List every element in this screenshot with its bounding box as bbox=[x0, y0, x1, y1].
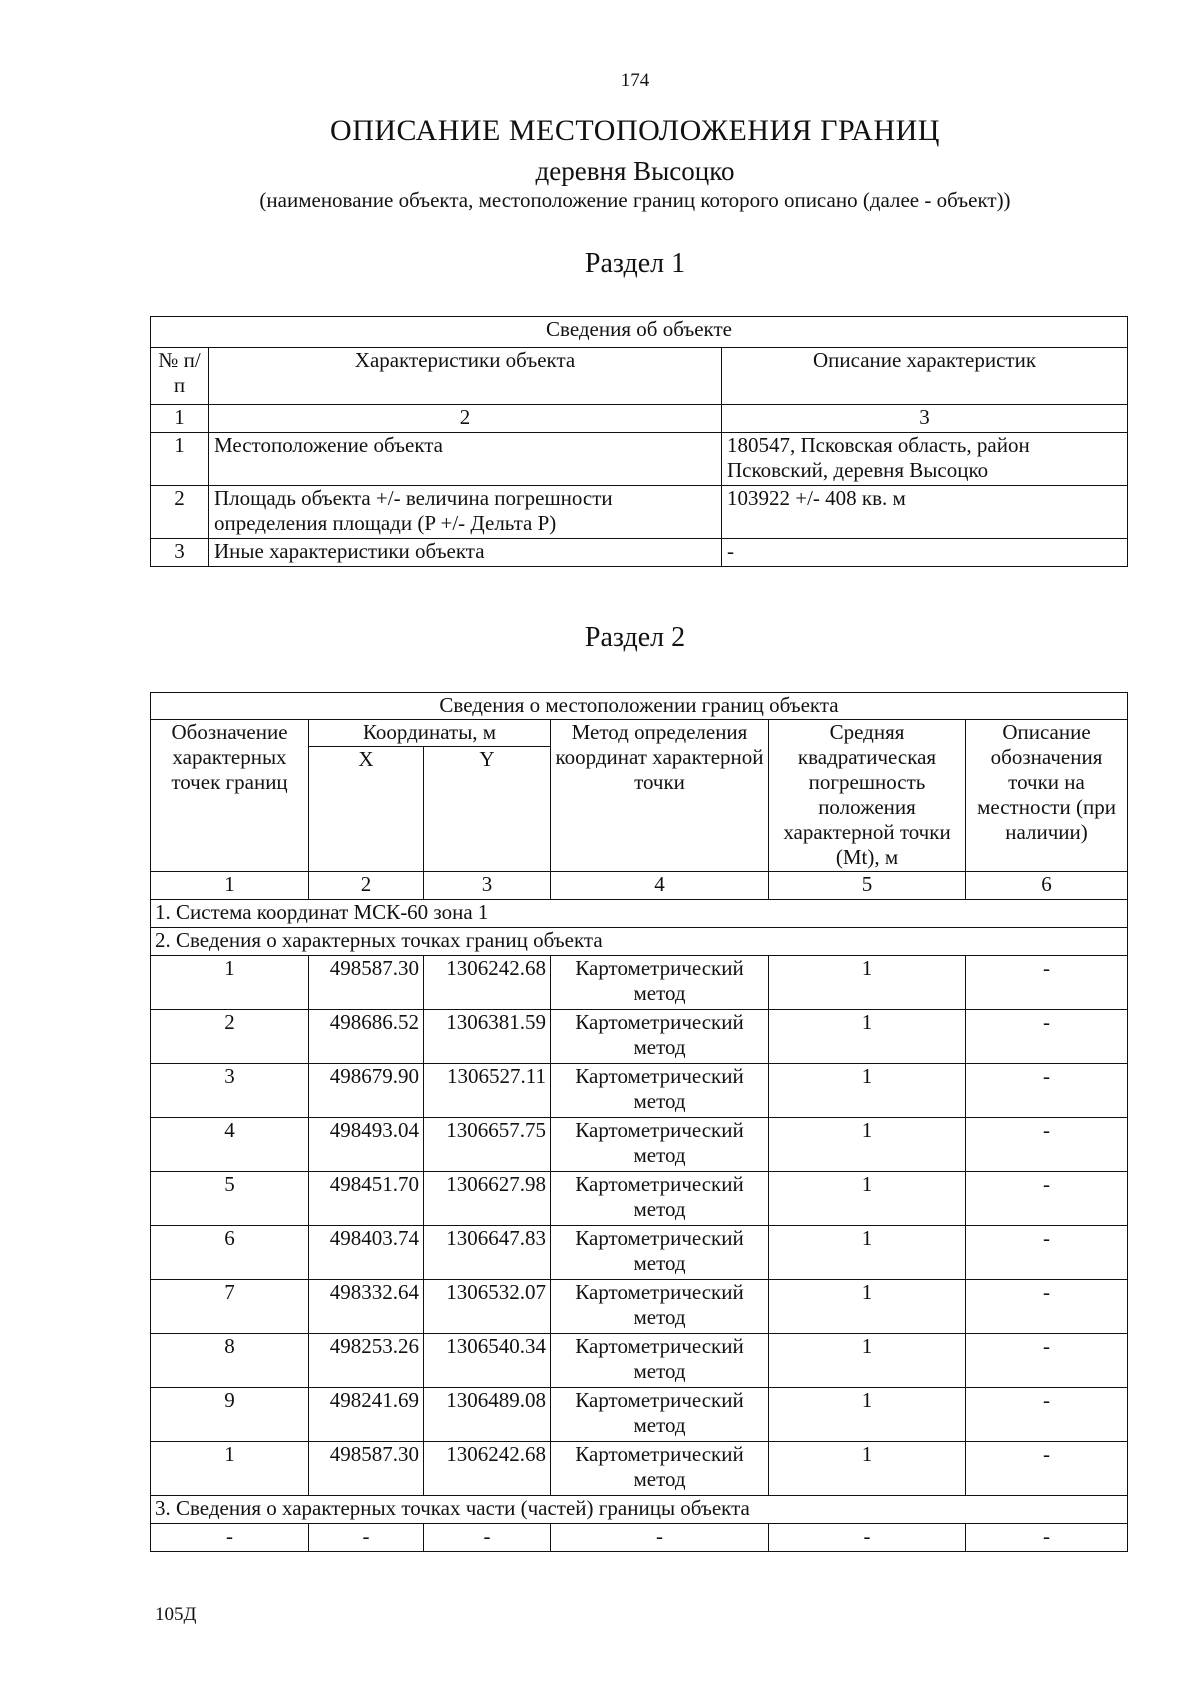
point-id: 7 bbox=[151, 1280, 309, 1334]
table-row bbox=[151, 486, 1128, 539]
point-description: - bbox=[966, 1064, 1128, 1118]
section1-heading: Раздел 1 bbox=[584, 248, 686, 279]
point-id: 1 bbox=[151, 1442, 309, 1496]
header-description: Описание характеристик bbox=[722, 348, 1128, 405]
point-id: 6 bbox=[151, 1226, 309, 1280]
table-row bbox=[151, 433, 1128, 486]
point-y: 1306627.98 bbox=[424, 1172, 551, 1226]
header-characteristics: Характеристики объекта bbox=[209, 348, 722, 405]
point-x: 498332.64 bbox=[309, 1280, 424, 1334]
header-designation: Обозначение характерных точек границ bbox=[151, 720, 309, 872]
empty-cell: - bbox=[769, 1524, 966, 1552]
point-mt: 1 bbox=[769, 1226, 966, 1280]
header-point-description: Описание обозначения точки на местности (при наличии) bbox=[966, 720, 1128, 872]
point-description: - bbox=[966, 956, 1128, 1010]
column-number: 3 bbox=[424, 872, 551, 900]
point-mt: 1 bbox=[769, 1118, 966, 1172]
point-mt: 1 bbox=[769, 1388, 966, 1442]
point-y: 1306242.68 bbox=[424, 1442, 551, 1496]
point-method: Картометрический метод bbox=[551, 1334, 769, 1388]
object-info-table bbox=[150, 316, 1128, 567]
point-method: Картометрический метод bbox=[551, 1118, 769, 1172]
table-row bbox=[151, 1334, 1128, 1388]
header-error: Средняя квадратическая погрешность положения характерной точки (Mt), м bbox=[769, 720, 966, 872]
row-characteristic: Местоположение объекта bbox=[209, 433, 722, 486]
point-method: Картометрический метод bbox=[551, 1010, 769, 1064]
point-x: 498403.74 bbox=[309, 1226, 424, 1280]
point-id: 3 bbox=[151, 1064, 309, 1118]
point-x: 498679.90 bbox=[309, 1064, 424, 1118]
footer-code: 105Д bbox=[155, 1604, 197, 1625]
row-characteristic: Иные характеристики объекта bbox=[209, 539, 722, 567]
document-title: ОПИСАНИЕ МЕСТОПОЛОЖЕНИЯ ГРАНИЦ bbox=[330, 114, 940, 147]
point-y: 1306242.68 bbox=[424, 956, 551, 1010]
column-number: 5 bbox=[769, 872, 966, 900]
table-row bbox=[151, 1118, 1128, 1172]
point-y: 1306381.59 bbox=[424, 1010, 551, 1064]
column-number: 1 bbox=[151, 405, 209, 433]
row-description: 103922 +/- 408 кв. м bbox=[722, 486, 1128, 539]
point-id: 5 bbox=[151, 1172, 309, 1226]
header-coordinates: Координаты, м bbox=[309, 720, 551, 747]
point-y: 1306657.75 bbox=[424, 1118, 551, 1172]
boundary-points-table bbox=[150, 692, 1128, 1552]
point-id: 8 bbox=[151, 1334, 309, 1388]
point-description: - bbox=[966, 1334, 1128, 1388]
header-num: № п/п bbox=[151, 348, 209, 405]
table-row bbox=[151, 1064, 1128, 1118]
point-method: Картометрический метод bbox=[551, 1226, 769, 1280]
empty-cell: - bbox=[309, 1524, 424, 1552]
parts-heading: 3. Сведения о характерных точках части (частей) границы объекта bbox=[151, 1496, 1128, 1524]
empty-cell: - bbox=[966, 1524, 1128, 1552]
point-id: 9 bbox=[151, 1388, 309, 1442]
table-row bbox=[151, 539, 1128, 567]
point-description: - bbox=[966, 1010, 1128, 1064]
point-x: 498493.04 bbox=[309, 1118, 424, 1172]
column-number: 2 bbox=[309, 872, 424, 900]
point-y: 1306647.83 bbox=[424, 1226, 551, 1280]
empty-cell: - bbox=[424, 1524, 551, 1552]
point-method: Картометрический метод bbox=[551, 1388, 769, 1442]
point-mt: 1 bbox=[769, 1064, 966, 1118]
point-mt: 1 bbox=[769, 1334, 966, 1388]
column-number: 3 bbox=[722, 405, 1128, 433]
point-method: Картометрический метод bbox=[551, 1280, 769, 1334]
point-x: 498587.30 bbox=[309, 956, 424, 1010]
point-id: 1 bbox=[151, 956, 309, 1010]
point-method: Картометрический метод bbox=[551, 1442, 769, 1496]
point-x: 498686.52 bbox=[309, 1010, 424, 1064]
empty-cell: - bbox=[551, 1524, 769, 1552]
row-description: - bbox=[722, 539, 1128, 567]
object-name: деревня Высоцко bbox=[535, 156, 735, 186]
row-characteristic: Площадь объекта +/- величина погрешности определения площади (P +/- Дельта P) bbox=[209, 486, 722, 539]
empty-cell: - bbox=[151, 1524, 309, 1552]
point-mt: 1 bbox=[769, 1280, 966, 1334]
point-description: - bbox=[966, 1442, 1128, 1496]
header-y: Y bbox=[424, 747, 551, 872]
point-description: - bbox=[966, 1118, 1128, 1172]
point-description: - bbox=[966, 1388, 1128, 1442]
table-row bbox=[151, 956, 1128, 1010]
point-method: Картометрический метод bbox=[551, 1172, 769, 1226]
page-number: 174 bbox=[620, 70, 650, 91]
point-mt: 1 bbox=[769, 956, 966, 1010]
point-id: 4 bbox=[151, 1118, 309, 1172]
row-num: 1 bbox=[151, 433, 209, 486]
boundary-table-caption: Сведения о местоположении границ объекта bbox=[151, 693, 1128, 720]
row-description: 180547, Псковская область, район Псковский, деревня Высоцко bbox=[722, 433, 1128, 486]
point-y: 1306527.11 bbox=[424, 1064, 551, 1118]
point-method: Картометрический метод bbox=[551, 1064, 769, 1118]
row-num: 3 bbox=[151, 539, 209, 567]
coordinate-system: 1. Система координат МСК-60 зона 1 bbox=[151, 900, 1128, 928]
table-row bbox=[151, 1442, 1128, 1496]
point-x: 498451.70 bbox=[309, 1172, 424, 1226]
point-mt: 1 bbox=[769, 1010, 966, 1064]
point-x: 498241.69 bbox=[309, 1388, 424, 1442]
point-y: 1306532.07 bbox=[424, 1280, 551, 1334]
table-row bbox=[151, 1388, 1128, 1442]
point-id: 2 bbox=[151, 1010, 309, 1064]
section2-heading: Раздел 2 bbox=[584, 622, 686, 653]
point-x: 498253.26 bbox=[309, 1334, 424, 1388]
column-number: 4 bbox=[551, 872, 769, 900]
point-x: 498587.30 bbox=[309, 1442, 424, 1496]
point-y: 1306489.08 bbox=[424, 1388, 551, 1442]
column-number: 2 bbox=[209, 405, 722, 433]
table-row bbox=[151, 1226, 1128, 1280]
point-y: 1306540.34 bbox=[424, 1334, 551, 1388]
column-number: 1 bbox=[151, 872, 309, 900]
point-mt: 1 bbox=[769, 1442, 966, 1496]
row-num: 2 bbox=[151, 486, 209, 539]
header-method: Метод определения координат характерной точки bbox=[551, 720, 769, 872]
points-heading: 2. Сведения о характерных точках границ объекта bbox=[151, 928, 1128, 956]
object-info-table-caption: Сведения об объекте bbox=[151, 317, 1128, 348]
object-name-caption: (наименование объекта, местоположение границ которого описано (далее - объект)) bbox=[259, 188, 1011, 212]
point-description: - bbox=[966, 1280, 1128, 1334]
table-row bbox=[151, 1010, 1128, 1064]
point-description: - bbox=[966, 1172, 1128, 1226]
header-x: X bbox=[309, 747, 424, 872]
table-row bbox=[151, 1524, 1128, 1552]
point-mt: 1 bbox=[769, 1172, 966, 1226]
column-number: 6 bbox=[966, 872, 1128, 900]
table-row bbox=[151, 1172, 1128, 1226]
point-description: - bbox=[966, 1226, 1128, 1280]
table-row bbox=[151, 1280, 1128, 1334]
point-method: Картометрический метод bbox=[551, 956, 769, 1010]
